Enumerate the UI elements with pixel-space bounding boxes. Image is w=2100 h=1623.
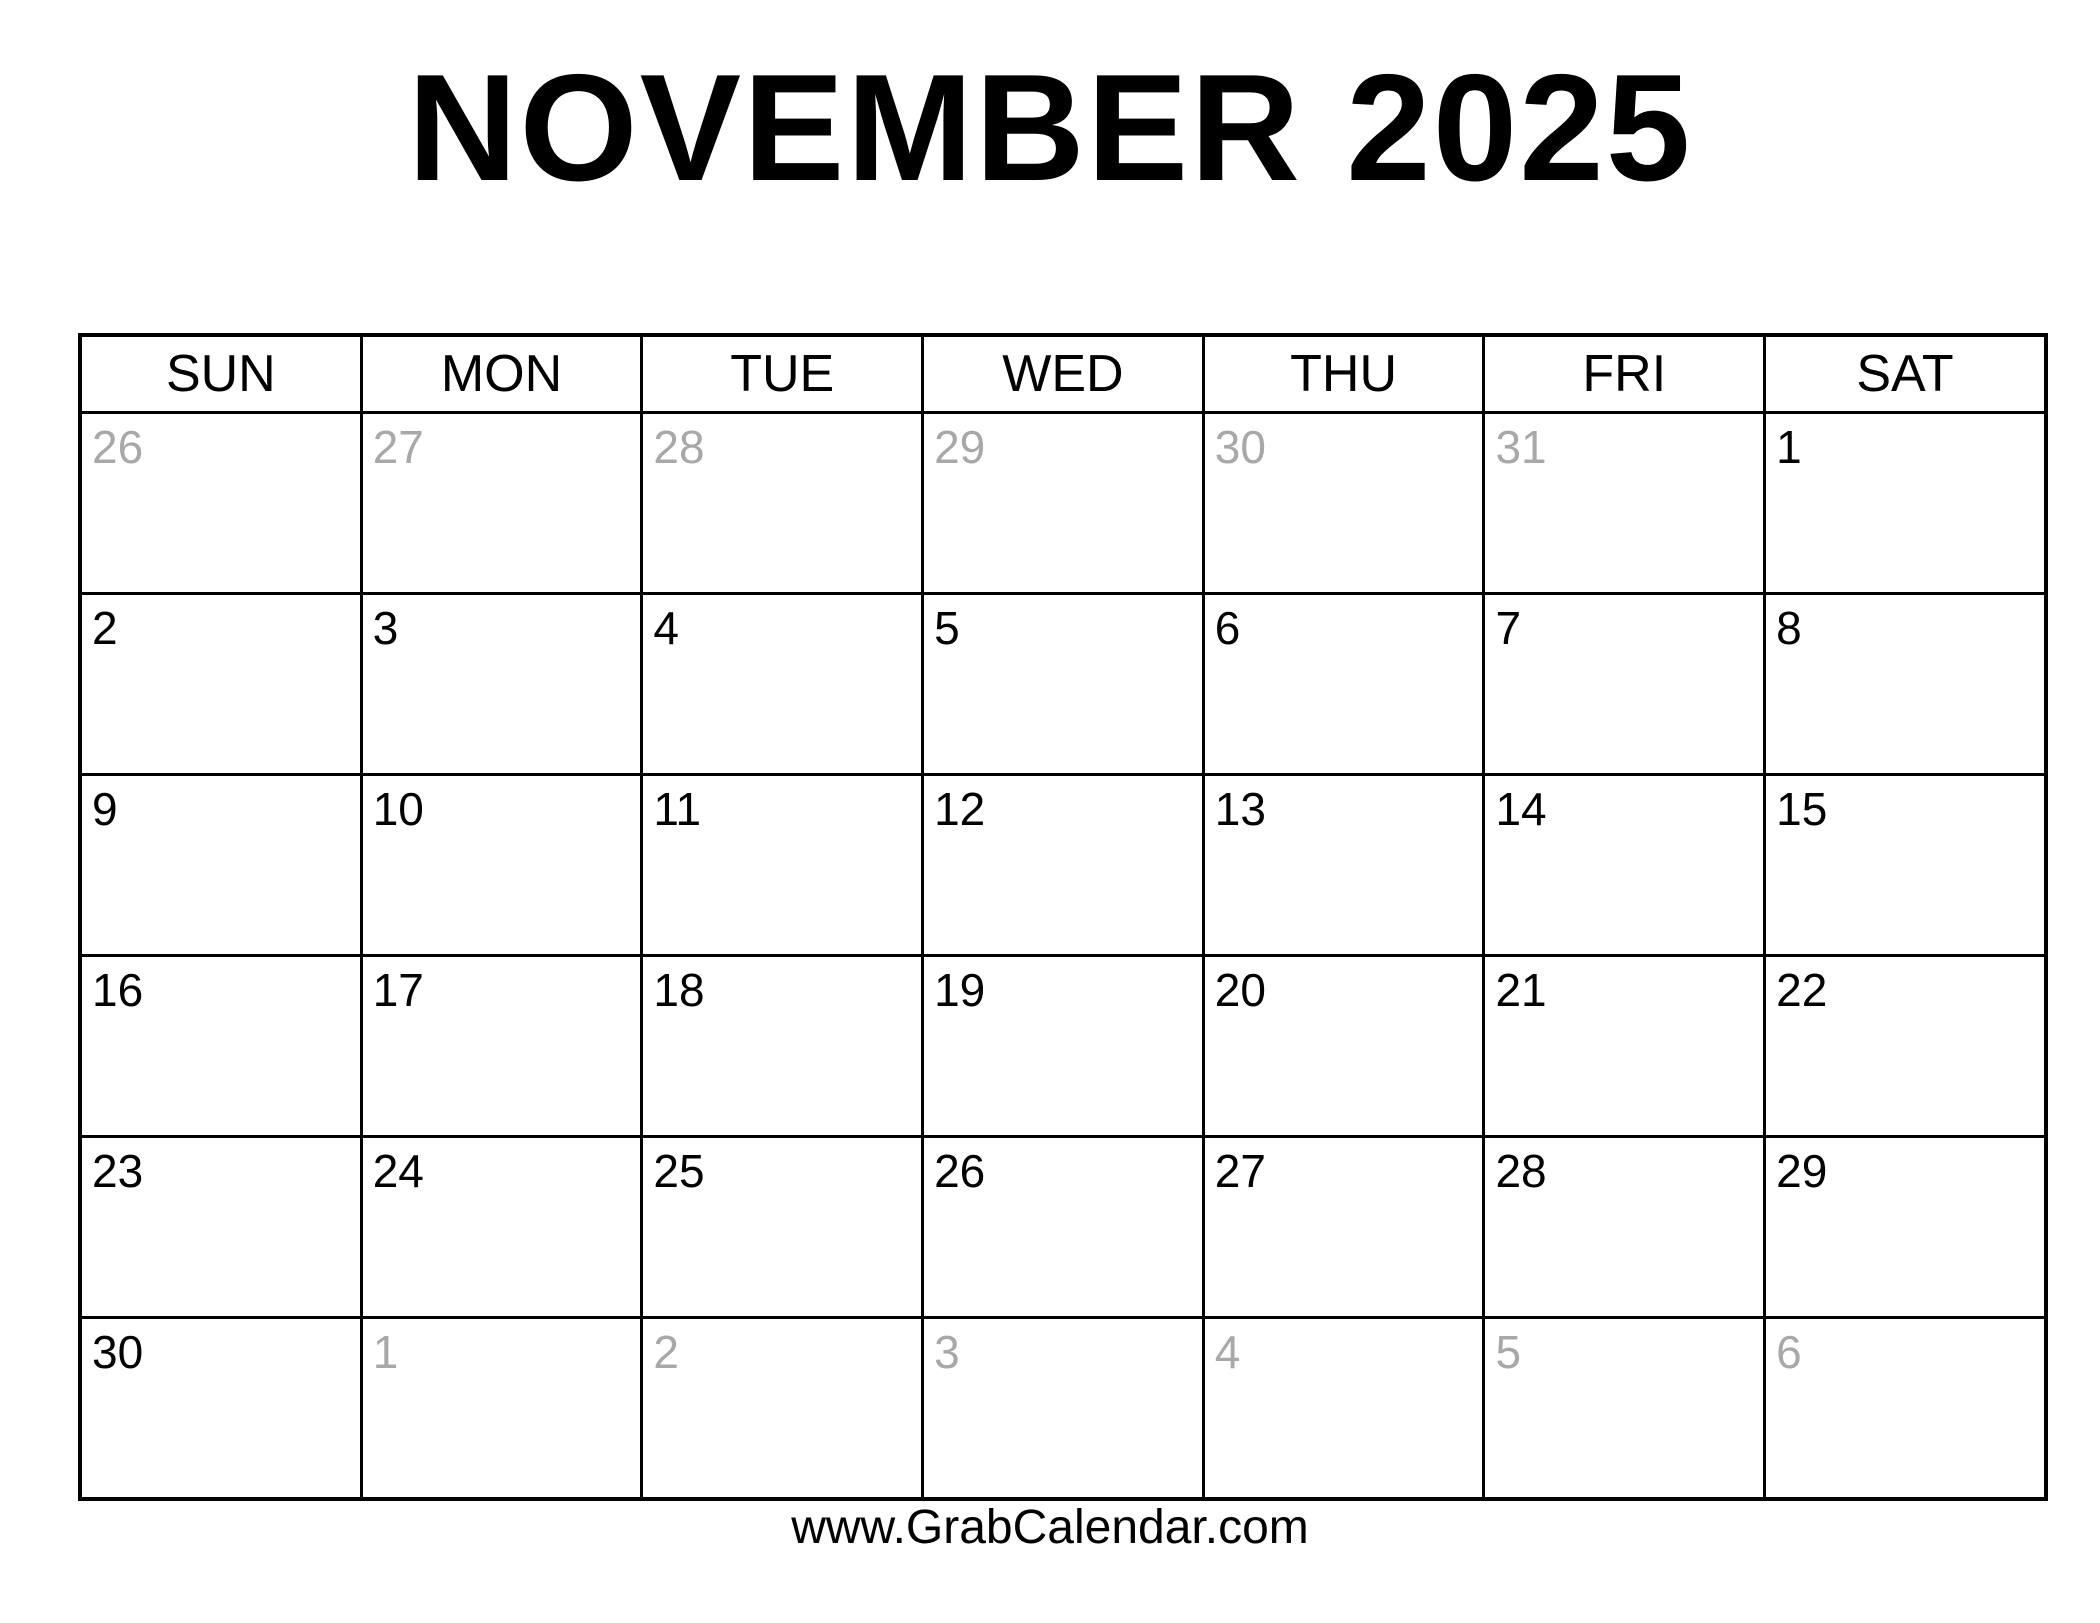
day-cell[interactable] xyxy=(1203,413,1484,594)
day-number: 1 xyxy=(1776,421,1802,473)
day-cell[interactable] xyxy=(642,594,923,775)
day-cell[interactable] xyxy=(1765,1137,2046,1318)
day-number: 20 xyxy=(1214,964,1266,1016)
day-number: 27 xyxy=(1214,1145,1266,1197)
day-number: 15 xyxy=(1776,783,1828,835)
weekday-header-row xyxy=(80,335,2046,413)
day-number: 4 xyxy=(653,602,679,654)
calendar-week-row xyxy=(80,775,2046,956)
day-cell[interactable] xyxy=(80,956,361,1137)
day-cell[interactable] xyxy=(80,775,361,956)
day-cell[interactable] xyxy=(1765,956,2046,1137)
day-number: 10 xyxy=(372,783,424,835)
day-cell[interactable] xyxy=(1484,413,1765,594)
day-number: 16 xyxy=(92,964,144,1016)
day-number: 26 xyxy=(92,421,144,473)
day-cell[interactable] xyxy=(361,1318,642,1500)
calendar-body xyxy=(80,413,2046,1500)
day-number: 21 xyxy=(1495,964,1547,1016)
day-cell[interactable] xyxy=(80,413,361,594)
day-cell[interactable] xyxy=(642,956,923,1137)
day-cell[interactable] xyxy=(1484,1137,1765,1318)
day-cell[interactable] xyxy=(1484,956,1765,1137)
calendar-week-row xyxy=(80,413,2046,594)
day-cell[interactable] xyxy=(1765,413,2046,594)
calendar-week-row xyxy=(80,956,2046,1137)
day-number: 22 xyxy=(1776,964,1828,1016)
day-cell[interactable] xyxy=(923,594,1204,775)
day-cell[interactable] xyxy=(1203,1318,1484,1500)
day-cell[interactable] xyxy=(361,775,642,956)
weekday-header-tue: TUE xyxy=(642,335,923,413)
day-number: 14 xyxy=(1495,783,1547,835)
calendar-week-row xyxy=(80,1137,2046,1318)
day-number: 4 xyxy=(1214,1326,1241,1378)
day-number: 19 xyxy=(934,964,986,1016)
day-number: 1 xyxy=(372,1326,399,1378)
day-number: 3 xyxy=(372,602,399,654)
calendar-grid xyxy=(78,333,2022,1501)
day-cell[interactable] xyxy=(1203,775,1484,956)
day-number: 23 xyxy=(92,1145,144,1197)
day-number: 18 xyxy=(653,964,705,1016)
day-cell[interactable] xyxy=(361,413,642,594)
day-cell[interactable] xyxy=(80,1137,361,1318)
footer-website: www.GrabCalendar.com xyxy=(791,1501,1309,1554)
day-cell[interactable] xyxy=(80,1318,361,1500)
day-number: 6 xyxy=(1214,602,1241,654)
day-cell[interactable] xyxy=(923,1137,1204,1318)
day-cell[interactable] xyxy=(1203,956,1484,1137)
day-cell[interactable] xyxy=(923,1318,1204,1500)
day-cell[interactable] xyxy=(923,413,1204,594)
day-cell[interactable] xyxy=(1203,1137,1484,1318)
day-number: 5 xyxy=(934,602,960,654)
day-number: 9 xyxy=(92,783,118,835)
day-number: 2 xyxy=(653,1326,679,1378)
day-cell[interactable] xyxy=(80,594,361,775)
day-number: 24 xyxy=(372,1145,424,1197)
day-number: 13 xyxy=(1214,783,1266,835)
day-number: 29 xyxy=(934,421,986,473)
day-cell[interactable] xyxy=(642,775,923,956)
day-cell[interactable] xyxy=(1203,594,1484,775)
weekday-header-sun: SUN xyxy=(80,335,361,413)
day-cell[interactable] xyxy=(923,956,1204,1137)
day-cell[interactable] xyxy=(1765,775,2046,956)
day-cell[interactable] xyxy=(642,1318,923,1500)
day-cell[interactable] xyxy=(1484,775,1765,956)
day-cell[interactable] xyxy=(361,956,642,1137)
day-cell[interactable] xyxy=(1484,1318,1765,1500)
day-number: 17 xyxy=(372,964,424,1016)
day-number: 28 xyxy=(1495,1145,1547,1197)
day-number: 5 xyxy=(1495,1326,1522,1378)
weekday-header-mon: MON xyxy=(361,335,642,413)
day-cell[interactable] xyxy=(361,1137,642,1318)
calendar-table xyxy=(78,333,2048,1501)
weekday-header-wed: WED xyxy=(923,335,1204,413)
weekday-header-thu: THU xyxy=(1203,335,1484,413)
calendar-week-row xyxy=(80,1318,2046,1500)
day-cell[interactable] xyxy=(361,594,642,775)
weekday-header-fri: FRI xyxy=(1484,335,1765,413)
day-number: 6 xyxy=(1776,1326,1802,1378)
day-number: 12 xyxy=(934,783,986,835)
day-number: 11 xyxy=(653,783,702,835)
day-number: 28 xyxy=(653,421,705,473)
weekday-header-sat: SAT xyxy=(1765,335,2046,413)
day-number: 3 xyxy=(934,1326,960,1378)
day-number: 29 xyxy=(1776,1145,1828,1197)
day-cell[interactable] xyxy=(642,1137,923,1318)
calendar-week-row xyxy=(80,594,2046,775)
calendar-header-row xyxy=(80,335,2046,413)
day-number: 2 xyxy=(92,602,118,654)
day-cell[interactable] xyxy=(923,775,1204,956)
day-number: 25 xyxy=(653,1145,705,1197)
day-number: 30 xyxy=(1214,421,1266,473)
day-cell[interactable] xyxy=(642,413,923,594)
day-number: 30 xyxy=(92,1326,144,1378)
day-number: 27 xyxy=(372,421,424,473)
day-number: 7 xyxy=(1495,602,1522,654)
day-cell[interactable] xyxy=(1765,594,2046,775)
day-cell[interactable] xyxy=(1765,1318,2046,1500)
day-cell[interactable] xyxy=(1484,594,1765,775)
page-title: NOVEMBER 2025 xyxy=(407,43,1693,213)
day-number: 8 xyxy=(1776,602,1802,654)
day-number: 31 xyxy=(1495,421,1547,473)
day-number: 26 xyxy=(934,1145,986,1197)
